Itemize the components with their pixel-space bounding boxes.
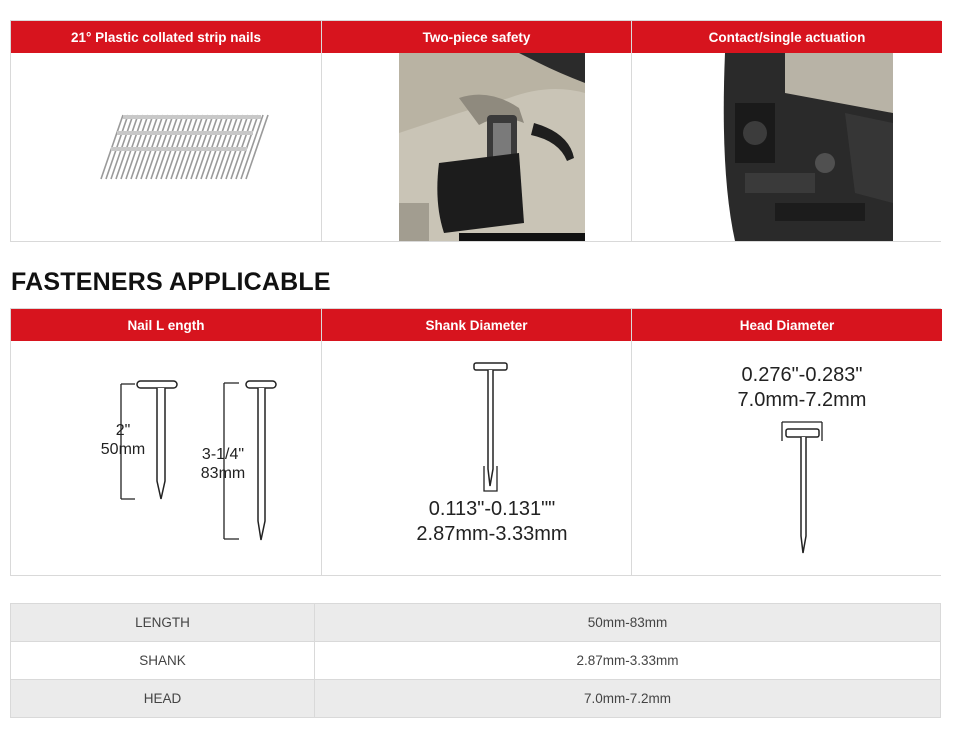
spec-value: 7.0mm-7.2mm [315,680,941,718]
head-diameter-header: Head Diameter [632,309,942,341]
feature-strip-nails [11,21,321,241]
table-row [11,604,941,642]
head-diagram [632,341,943,575]
features-grid [10,20,941,242]
feature-header: Two-piece safety [322,21,631,53]
head-inch: 0.276"-0.283" [741,364,863,386]
table-row [11,680,941,718]
spec-value: 50mm-83mm [315,604,941,642]
head-mm: 7.0mm-7.2mm [737,389,867,411]
actuation-image [715,53,893,241]
specs-table [10,603,941,718]
long-nail-mm: 83mm [200,465,246,482]
head-diameter-cell [631,309,942,575]
nail-length-header: Nail L ength [11,309,321,341]
strip-nails-image [11,53,321,241]
spec-label: SHANK [11,642,315,680]
short-nail-mm: 50mm [100,441,146,458]
feature-header: 21° Plastic collated strip nails [11,21,321,53]
shank-diameter-header: Shank Diameter [322,309,631,341]
long-nail-inch: 3-1/4" [201,446,245,463]
shank-inch: 0.113"-0.131"" [428,498,556,520]
nail-length-cell [11,309,321,575]
section-title: FASTENERS APPLICABLE [11,268,331,296]
spec-label: LENGTH [11,604,315,642]
shank-diameter-cell [321,309,631,575]
nail-length-diagram [11,341,321,575]
spec-value: 2.87mm-3.33mm [315,642,941,680]
short-nail-inch: 2" [115,422,131,439]
spec-label: HEAD [11,680,315,718]
table-row [11,642,941,680]
safety-trigger-image [399,53,585,241]
fasteners-grid [10,308,941,576]
feature-two-piece-safety [321,21,631,241]
feature-actuation [631,21,942,241]
shank-mm: 2.87mm-3.33mm [416,523,568,545]
feature-header: Contact/single actuation [632,21,942,53]
